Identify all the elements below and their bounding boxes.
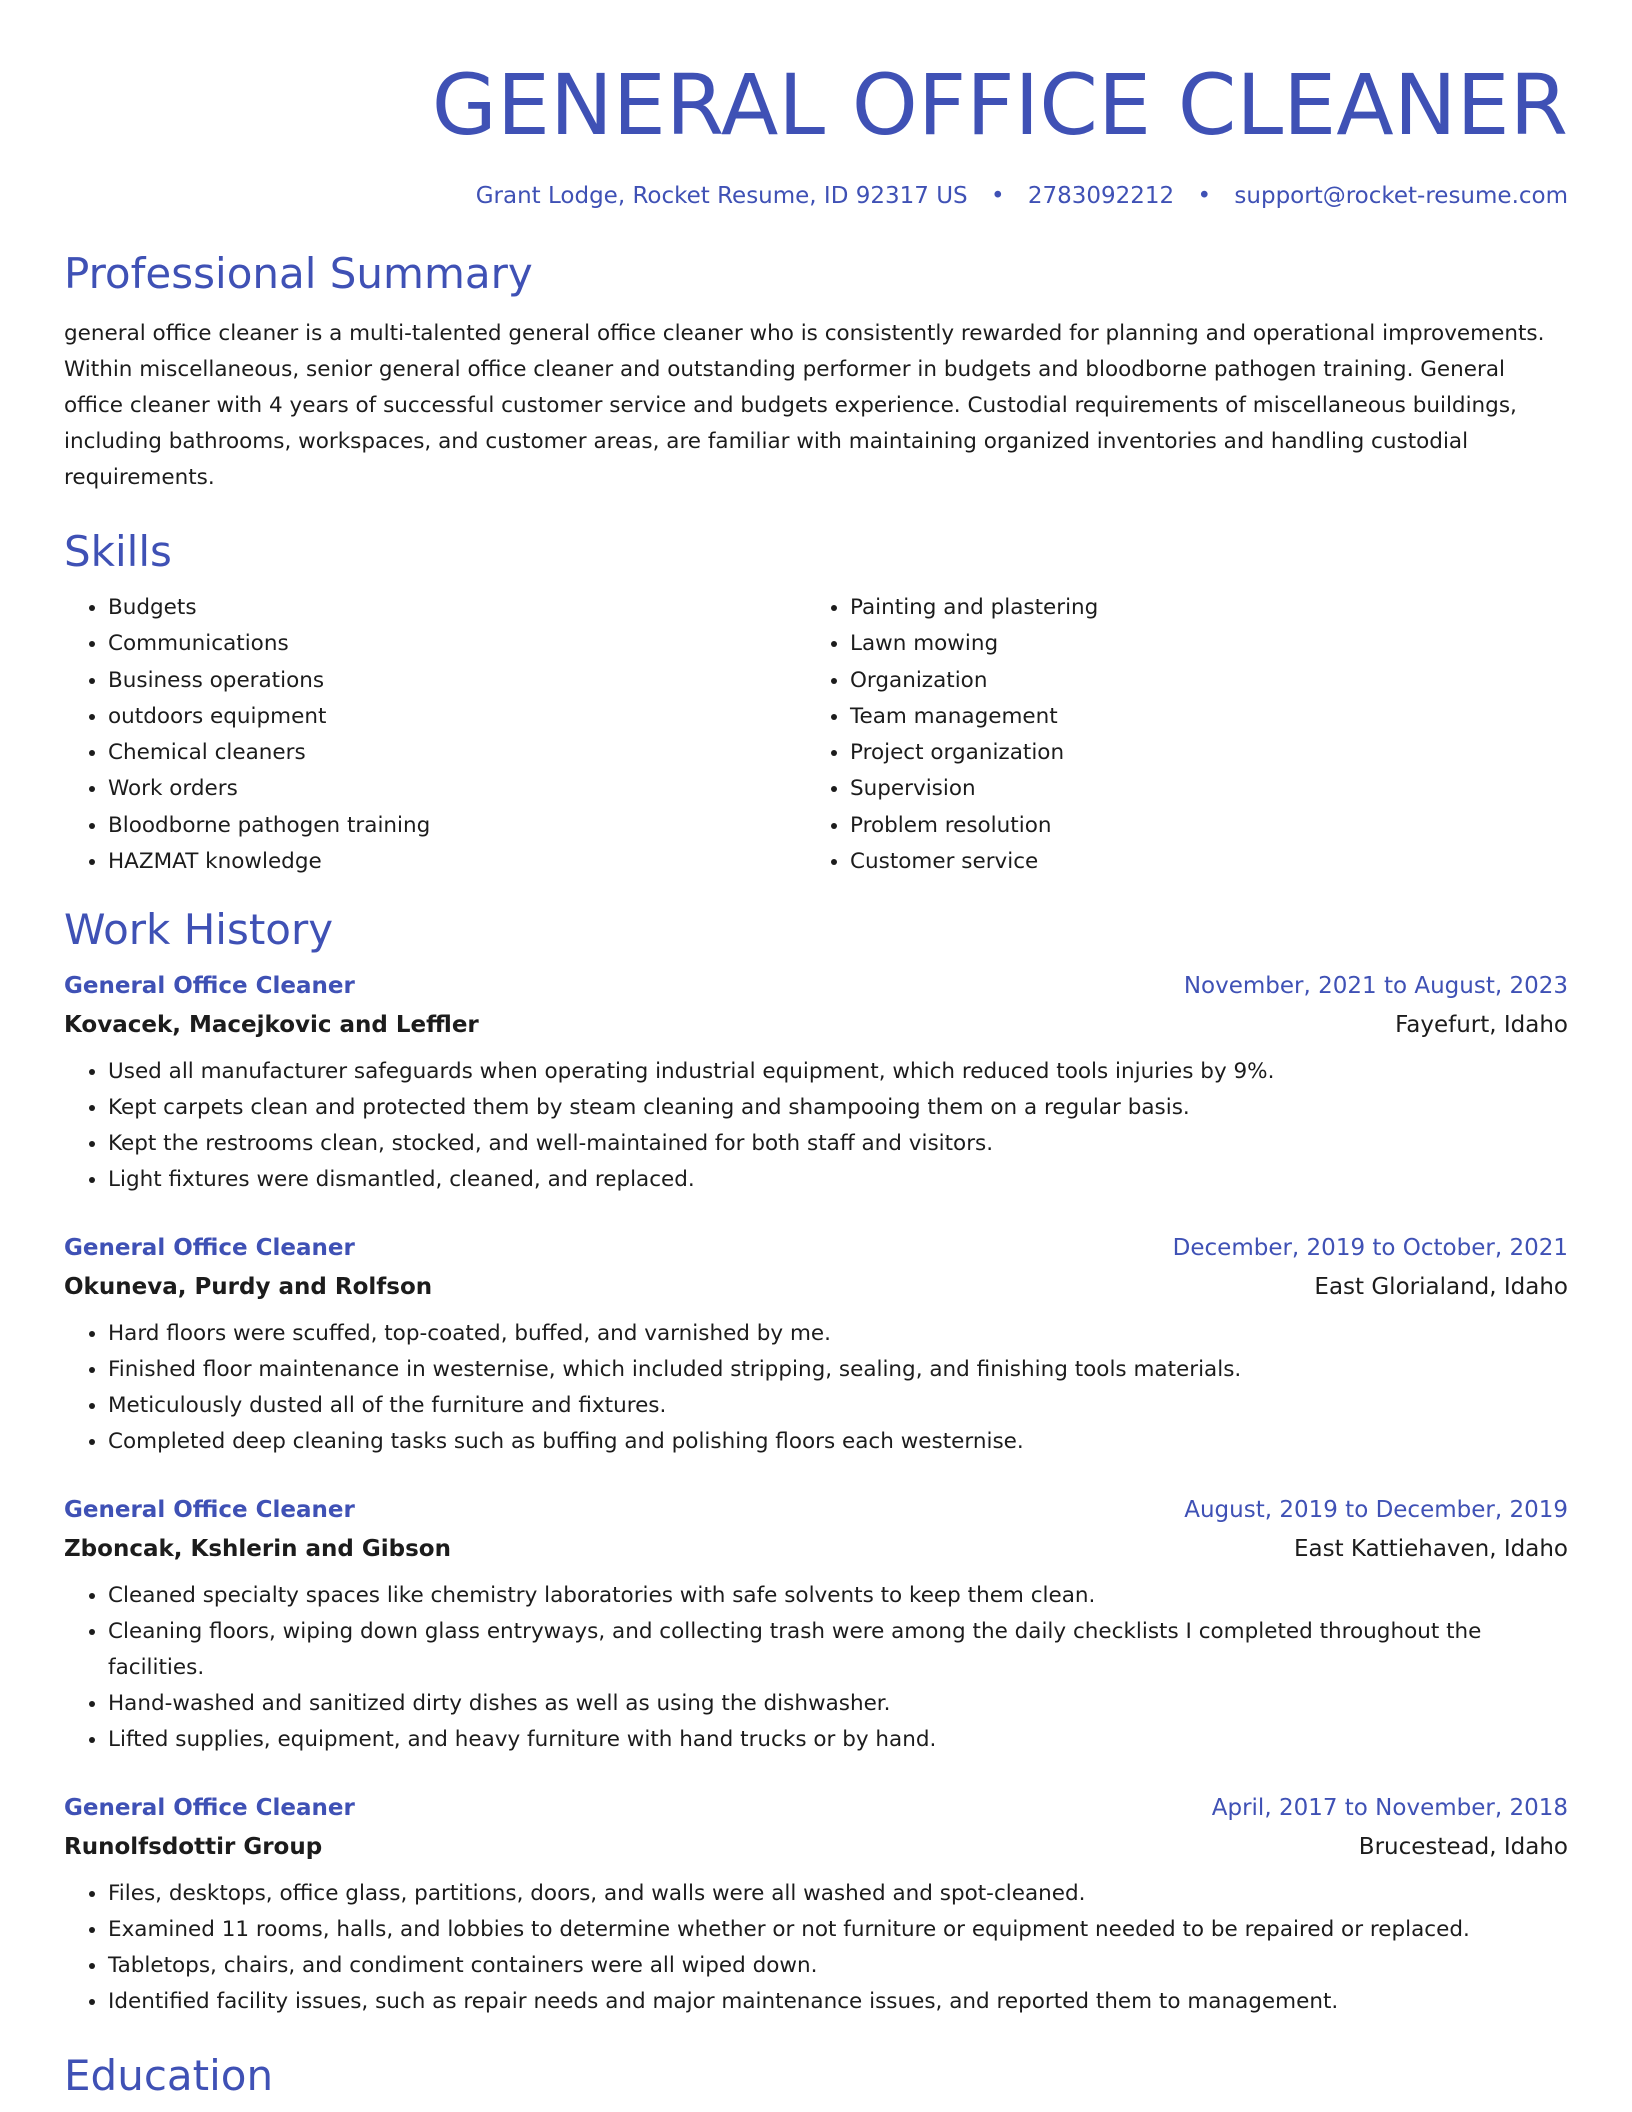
- job-company-row: [64, 1268, 1568, 1306]
- skills-list: [64, 590, 1568, 880]
- contact-phone: 2783092212: [1027, 183, 1175, 209]
- job-header-row: [64, 966, 1568, 1006]
- work-history-heading: Work History: [64, 905, 334, 955]
- job-header-row: [64, 1788, 1568, 1828]
- contact-separator: •: [990, 183, 1005, 209]
- job-bullet: • Identified facility issues, such as repair needs and major maintenance issues, and reported them to management.: [108, 1984, 1568, 2020]
- summary-heading: Professional Summary: [64, 249, 533, 298]
- job-entry: [64, 966, 1568, 1198]
- job-entry: [64, 1490, 1568, 1758]
- job-bullet: • Completed deep cleaning tasks such as buffing and polishing floors each westernise.: [108, 1424, 1568, 1460]
- skill-item: • Customer service: [850, 844, 1548, 880]
- job-bullet: • Hard floors were scuffed, top-coated, buffed, and varnished by me.: [108, 1316, 1568, 1352]
- job-bullet: • Cleaned specialty spaces like chemistry laboratories with safe solvents to keep them clean.: [108, 1578, 1568, 1614]
- skill-item: • Project organization: [850, 735, 1548, 771]
- job-bullet: • Kept the restrooms clean, stocked, and well-maintained for both staff and visitors.: [108, 1126, 1568, 1162]
- job-company: Runolfsdottir Group: [64, 1834, 323, 1861]
- job-entry: [64, 1228, 1568, 1460]
- job-location: East Kattiehaven, Idaho: [1293, 1536, 1568, 1563]
- job-bullet: • Light fixtures were dismantled, cleaned, and replaced.: [108, 1162, 1568, 1198]
- job-title: General Office Cleaner: [64, 1235, 355, 1262]
- job-bullet: • Files, desktops, office glass, partitions, doors, and walls were all washed and spot-cleaned.: [108, 1876, 1568, 1912]
- job-entry: [64, 1788, 1568, 2020]
- job-dates: December, 2019 to October, 2021: [1172, 1235, 1568, 1262]
- job-bullet: • Cleaning floors, wiping down glass entryways, and collecting trash were among the daily checklists I completed throughout the facilities.: [108, 1614, 1568, 1686]
- job-company-row: [64, 1006, 1568, 1044]
- job-dates: November, 2021 to August, 2023: [1183, 973, 1568, 1000]
- resume-page: [64, 0, 1568, 2104]
- contact-address: Grant Lodge, Rocket Resume, ID 92317 US: [475, 183, 968, 209]
- job-bullet: • Tabletops, chairs, and condiment containers were all wiped down.: [108, 1948, 1568, 1984]
- resume-name: GENERAL OFFICE CLEANER: [431, 56, 1568, 154]
- summary-text: general office cleaner is a multi-talented general office cleaner who is consistently rewarded for planning and operational improvements. Within miscellaneous, senior general office cleaner and outstanding performer in budgets and bloodborne pathogen training. General office cleaner with 4 years of successful customer service and budgets experience. Custodial requirements of miscellaneous buildings, including bathrooms, workspaces, and customer areas, are familiar with maintaining organized inventories and handling custodial requirements.: [64, 321, 1545, 490]
- job-dates: April, 2017 to November, 2018: [1211, 1795, 1568, 1822]
- skill-item: • Organization: [850, 663, 1548, 699]
- skills-heading: Skills: [64, 527, 172, 576]
- job-bullets: [64, 1578, 1568, 1758]
- job-company: Kovacek, Macejkovic and Leffler: [64, 1012, 479, 1039]
- job-location: Fayefurt, Idaho: [1395, 1012, 1568, 1039]
- job-header-row: [64, 1490, 1568, 1530]
- job-bullet: • Examined 11 rooms, halls, and lobbies to determine whether or not furniture or equipment needed to be repaired or replaced.: [108, 1912, 1568, 1948]
- skill-item: • Problem resolution: [850, 808, 1548, 844]
- job-dates: August, 2019 to December, 2019: [1184, 1497, 1568, 1524]
- job-company-row: [64, 1828, 1568, 1866]
- job-bullets: [64, 1316, 1568, 1460]
- job-location: East Glorialand, Idaho: [1314, 1274, 1568, 1301]
- skill-item: • Painting and plastering: [850, 590, 1548, 626]
- skill-item: • Business operations: [108, 663, 806, 699]
- job-bullet: • Meticulously dusted all of the furniture and fixtures.: [108, 1388, 1568, 1424]
- skill-item: • Budgets: [108, 590, 806, 626]
- job-bullets: [64, 1876, 1568, 2020]
- job-bullet: • Lifted supplies, equipment, and heavy furniture with hand trucks or by hand.: [108, 1722, 1568, 1758]
- contact-line: [64, 180, 1568, 212]
- job-title: General Office Cleaner: [64, 973, 355, 1000]
- skill-item: • Supervision: [850, 771, 1548, 807]
- skill-item: • HAZMAT knowledge: [108, 844, 806, 880]
- contact-email[interactable]: support@rocket-resume.com: [1234, 183, 1568, 209]
- job-bullet: • Hand-washed and sanitized dirty dishes as well as using the dishwasher.: [108, 1686, 1568, 1722]
- job-title: General Office Cleaner: [64, 1795, 355, 1822]
- education-heading: Education: [64, 2051, 274, 2101]
- skill-item: • Lawn mowing: [850, 626, 1548, 662]
- job-header-row: [64, 1228, 1568, 1268]
- job-bullet: • Finished floor maintenance in westernise, which included stripping, sealing, and finishing tools materials.: [108, 1352, 1568, 1388]
- contact-separator: •: [1197, 183, 1212, 209]
- job-title: General Office Cleaner: [64, 1497, 355, 1524]
- skill-item: • Work orders: [108, 771, 806, 807]
- skill-item: • outdoors equipment: [108, 699, 806, 735]
- skills-column-right: [806, 590, 1548, 880]
- skill-item: • Team management: [850, 699, 1548, 735]
- skills-column-left: [64, 590, 806, 880]
- skill-item: • Bloodborne pathogen training: [108, 808, 806, 844]
- job-bullet: • Used all manufacturer safeguards when operating industrial equipment, which reduced tools injuries by 9%.: [108, 1054, 1568, 1090]
- skill-item: • Communications: [108, 626, 806, 662]
- job-company: Okuneva, Purdy and Rolfson: [64, 1274, 433, 1301]
- job-bullets: [64, 1054, 1568, 1198]
- skill-item: • Chemical cleaners: [108, 735, 806, 771]
- job-location: Brucestead, Idaho: [1358, 1834, 1568, 1861]
- job-bullet: • Kept carpets clean and protected them by steam cleaning and shampooing them on a regular basis.: [108, 1090, 1568, 1126]
- job-company-row: [64, 1530, 1568, 1568]
- job-company: Zboncak, Kshlerin and Gibson: [64, 1536, 451, 1563]
